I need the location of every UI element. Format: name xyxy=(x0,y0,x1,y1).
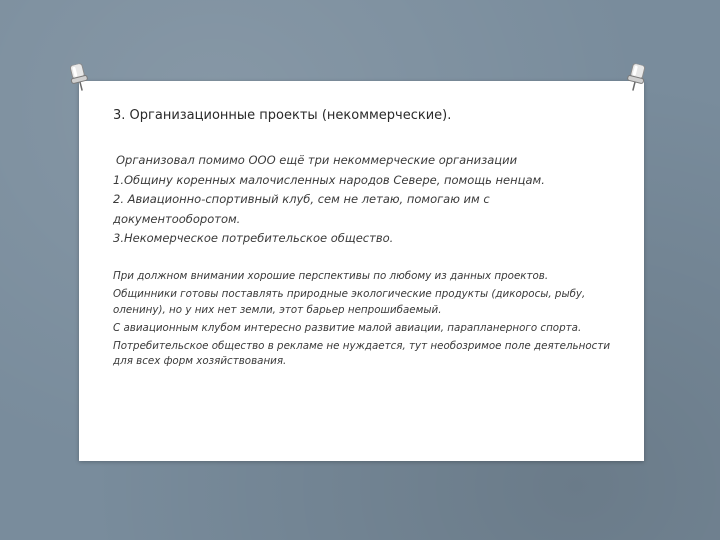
prospect-paragraph: При должном внимании хорошие перспективы по любому из данных проектов. xyxy=(113,270,549,282)
prospects-section xyxy=(113,269,618,372)
list-item-continuation: документооборотом. xyxy=(113,211,241,226)
list-item: 3.Некомерческое потребительское общество. xyxy=(113,231,394,245)
prospect-paragraph: С авиационным клубом интересно развитие малой авиации, парапланерного спорта. xyxy=(113,321,582,334)
pushpin-icon xyxy=(67,62,91,94)
organizations-list xyxy=(113,151,618,249)
pushpin-icon xyxy=(624,62,648,94)
list-item: 1.Общину коренных малочисленных народов Севере, помощь ненцам. xyxy=(113,172,545,187)
intro-line: Организовал помимо ООО ещё три некоммерческие организации xyxy=(116,153,518,167)
slide-title: 3. Организационные проекты (некоммерческие). xyxy=(113,108,452,123)
prospect-paragraph: Потребительское общество в рекламе не нуждается, тут необозримое поле деятельности для всех форм хозяйствования. xyxy=(113,339,611,367)
list-item: 2. Авиационно-спортивный клуб, сем не летаю, помогаю им с xyxy=(113,192,490,206)
prospect-paragraph: Общинники готовы поставлять природные экологические продукты (дикоросы, рыбу, оленину), но у них нет земли, этот барьер непрошибаемый. xyxy=(113,288,586,316)
